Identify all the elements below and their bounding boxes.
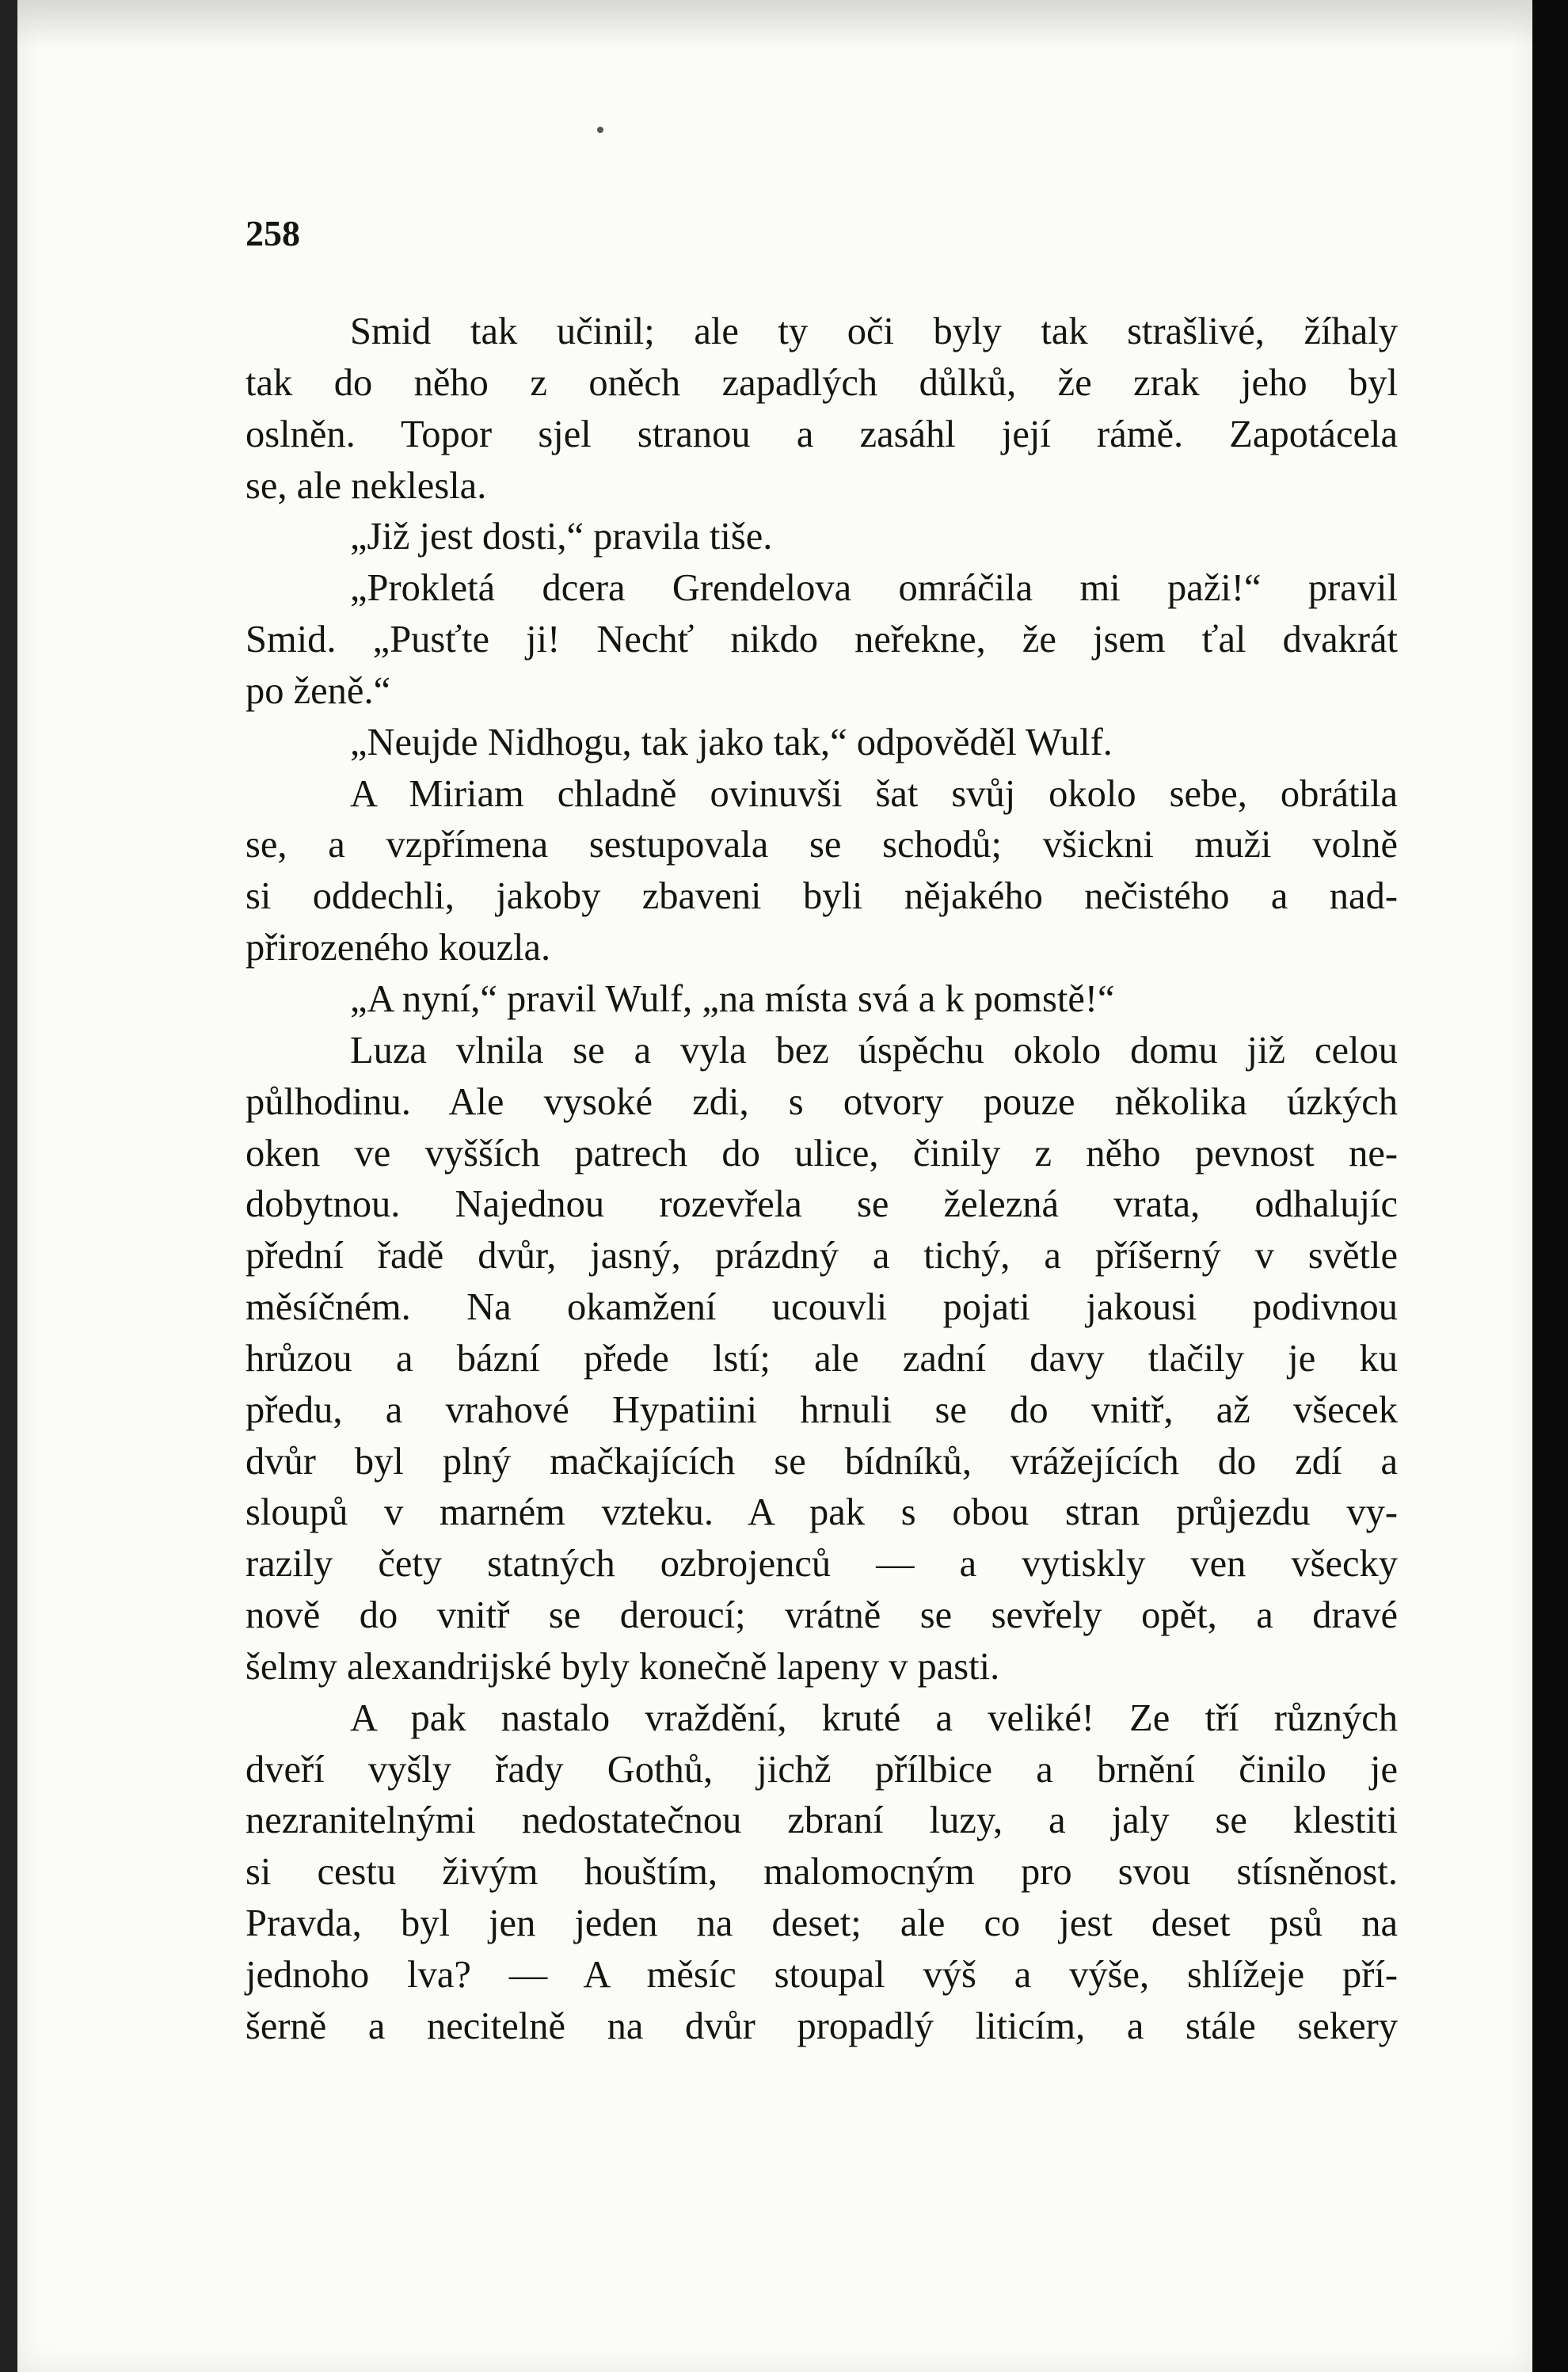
text-line: šerně a necitelně na dvůr propadlý liticím, a stále sekery xyxy=(245,2005,1398,2047)
text-line: oken ve vyšších patrech do ulice, činily z něho pevnost ne- xyxy=(245,1132,1398,1175)
text-line: se, ale neklesla. xyxy=(245,464,487,507)
text-line: „Prokletá dcera Grendelova omráčila mi paži!“ pravil xyxy=(350,567,1398,610)
text-line: dobytnou. Najednou rozevřela se železná vrata, odhalujíc xyxy=(245,1183,1398,1226)
text-line: půlhodinu. Ale vysoké zdi, s otvory pouze několika úzkých xyxy=(245,1080,1398,1123)
text-line: přední řadě dvůr, jasný, prázdný a tichý, a příšerný v světle xyxy=(245,1235,1398,1277)
text-line: si cestu živým houštím, malomocným pro svou stísněnost. xyxy=(245,1851,1398,1894)
text-line: A Miriam chladně ovinuvši šat svůj okolo sebe, obrátila xyxy=(350,772,1398,815)
text-line: hrůzou a bázní přede lstí; ale zadní davy tlačily je ku xyxy=(245,1337,1398,1380)
text-line: oslněn. Topor sjel stranou a zasáhl její rámě. Zapotácela xyxy=(245,413,1398,455)
scan-top-shadow xyxy=(17,0,1532,48)
scan-left-edge xyxy=(0,0,17,2372)
paper-speck xyxy=(597,127,603,133)
text-line: Luza vlnila se a vyla bez úspěchu okolo domu již celou xyxy=(350,1029,1398,1072)
text-line: si oddechli, jakoby zbaveni byli nějakého nečistého a nad- xyxy=(245,875,1398,918)
body-text xyxy=(245,306,1398,2053)
text-line: tak do něho z oněch zapadlých důlků, že zrak jeho byl xyxy=(245,361,1398,404)
text-line: dvůr byl plný mačkajících se bídníků, vrážejících do zdí a xyxy=(245,1440,1398,1483)
text-line: Smid. „Pusťte ji! Nechť nikdo neřekne, že jsem ťal dvakrát xyxy=(245,619,1398,661)
text-line: „A nyní,“ pravil Wulf, „na místa svá a k pomstě!“ xyxy=(350,977,1115,1020)
text-line: razily čety statných ozbrojenců — a vytiskly ven všecky xyxy=(245,1543,1398,1586)
text-line: Smid tak učinil; ale ty oči byly tak strašlivé, žíhaly xyxy=(350,310,1398,352)
text-line: přirozeného kouzla. xyxy=(245,927,551,969)
text-line: po ženě.“ xyxy=(245,669,391,712)
page-number: 258 xyxy=(245,213,300,253)
text-line: nezranitelnými nedostatečnou zbraní luzy, a jaly se klestiti xyxy=(245,1799,1398,1842)
text-line: měsíčném. Na okamžení ucouvli pojati jakousi podivnou xyxy=(245,1286,1398,1329)
text-line: nově do vnitř se deroucí; vrátně se sevřely opět, a dravé xyxy=(245,1594,1398,1637)
text-line: „Již jest dosti,“ pravila tiše. xyxy=(350,516,773,558)
text-line: šelmy alexandrijské byly konečně lapeny v pasti. xyxy=(245,1645,1000,1688)
text-line: se, a vzpřímena sestupovala se schodů; všickni muži volně xyxy=(245,824,1398,866)
text-line: Pravda, byl jen jeden na deset; ale co jest deset psů na xyxy=(245,1902,1398,1945)
scan-right-edge xyxy=(1532,0,1568,2372)
text-line: dveří vyšly řady Gothů, jichž přílbice a brnění činilo je xyxy=(245,1748,1398,1791)
text-line: jednoho lva? — A měsíc stoupal výš a výše, shlížeje pří- xyxy=(245,1954,1398,1996)
text-line: sloupů v marném vzteku. A pak s obou stran průjezdu vy- xyxy=(245,1491,1398,1534)
text-line: A pak nastalo vraždění, kruté a veliké! Ze tří různých xyxy=(350,1696,1398,1739)
text-line: předu, a vrahové Hypatiini hrnuli se do vnitř, až všecek xyxy=(245,1388,1398,1431)
text-line: „Neujde Nidhogu, tak jako tak,“ odpověděl Wulf. xyxy=(350,721,1113,763)
